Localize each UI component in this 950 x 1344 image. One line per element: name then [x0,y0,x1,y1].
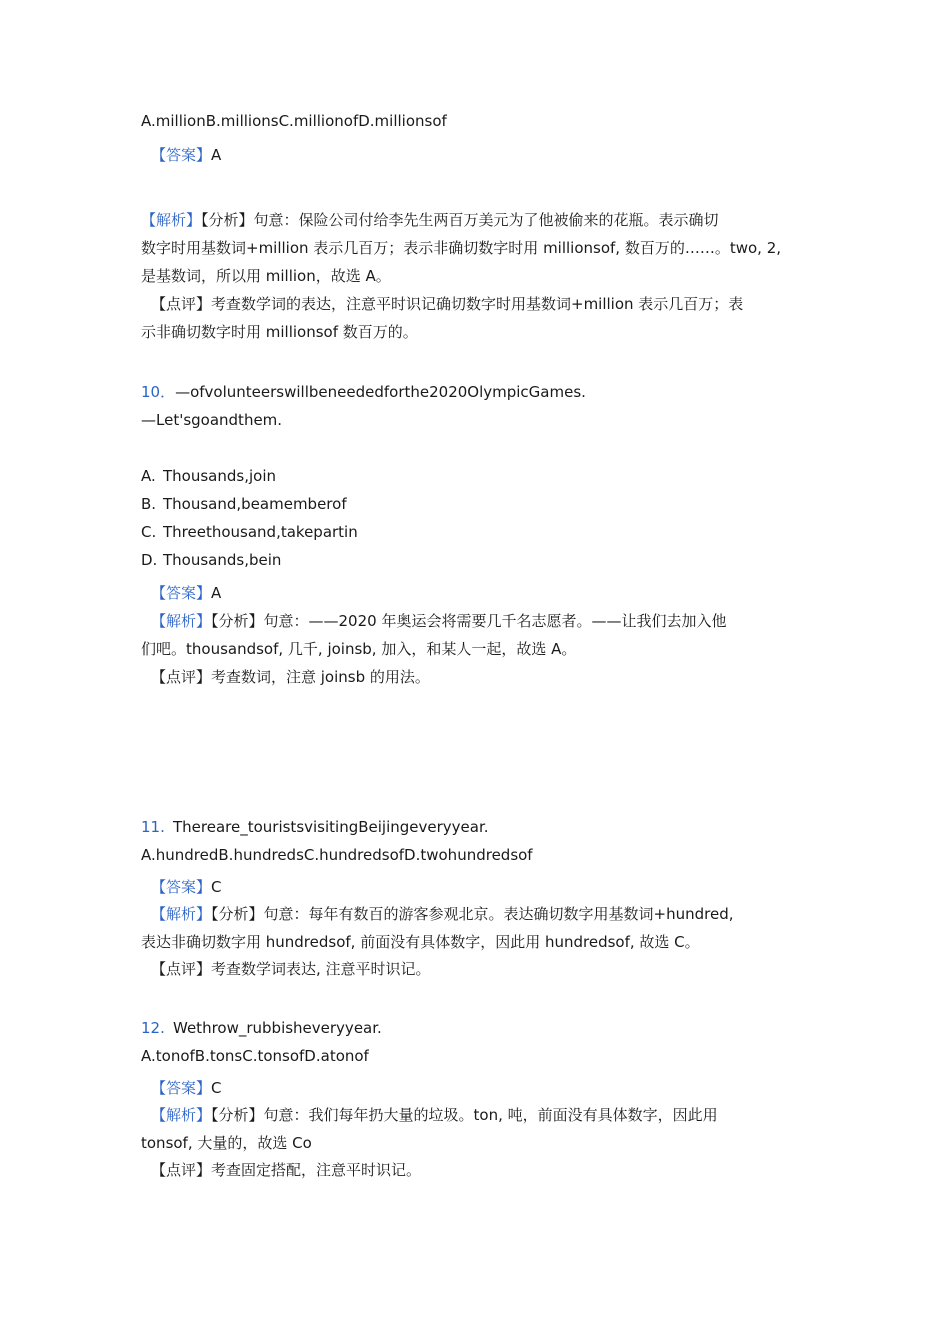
question-number: 11. [141,818,165,836]
q9-comment-line-1: 【点评】考查数学词的表达，注意平时识记确切数字时用基数词+million 表示几百万；表 [151,295,744,313]
q11-options: A.hundredB.hundredsC.hundredsofD.twohundredsof [141,846,533,864]
question-number: 12. [141,1019,165,1037]
q9-answer [151,145,221,165]
q12-analysis-line-2: tonsof, 大量的，故选 Co [141,1134,312,1152]
q10-option-b: B. Thousand,beamemberof [141,495,347,513]
question-number: 10． [141,383,176,401]
q9-analysis-line-1: 【解析】【分析】句意：保险公司付给李先生两百万美元为了他被偷来的花瓶。表示确切 [141,211,719,229]
q10-analysis-line-2: 们吧。thousandsof, 几千, joinsb, 加入，和某人一起，故选 A。 [141,640,577,658]
q11-answer [151,877,222,897]
q10-option-d: D. Thousands,bein [141,551,282,569]
q9-comment-line-2: 示非确切数字时用 millionsof 数百万的。 [141,323,418,341]
analysis-tag: 【解析】 [151,1106,212,1124]
answer-value: A [211,146,222,164]
q10-comment: 【点评】考查数词，注意 joinsb 的用法。 [151,668,430,686]
q12-analysis-line-1: 【解析】【分析】句意：我们每年扔大量的垃圾。ton, 吨，前面没有具体数字，因此用 [151,1106,718,1124]
q9-options: A.millionB.millionsC.millionofD.millionsof [141,112,447,130]
q12-stem: 12. Wethrow_rubbisheveryyear. [141,1019,382,1037]
q12-options: A.tonofB.tonsC.tonsofD.atonof [141,1047,369,1065]
q10-stem-1: 10．—ofvolunteerswillbeneededforthe2020OlympicGames. [141,383,586,401]
answer-value: C [211,1079,222,1097]
q10-option-a: A. Thousands,join [141,467,276,485]
q10-stem-2: —Let'sgoandthem. [141,411,283,429]
q9-analysis-line-2: 数字时用基数词+million 表示几百万；表示非确切数字时用 millionsof, 数百万的……。two, 2, [141,239,782,257]
q11-analysis-line-2: 表达非确切数字用 hundredsof, 前面没有具体数字，因此用 hundredsof, 故选 C。 [141,933,700,951]
q11-comment: 【点评】考查数学词表达, 注意平时识记。 [151,960,431,978]
q9-analysis-line-3: 是基数词，所以用 million，故选 A。 [141,267,391,285]
q11-stem: 11. Thereare_touristsvisitingBeijingeveryyear. [141,818,489,836]
answer-tag: 【答案】 [151,146,212,164]
answer-value: C [211,878,222,896]
answer-tag: 【答案】 [151,1079,212,1097]
analysis-tag: 【解析】 [141,211,202,229]
q11-analysis-line-1: 【解析】【分析】句意：每年有数百的游客参观北京。表达确切数字用基数词+hundred, [151,905,734,923]
q12-comment: 【点评】考查固定搭配，注意平时识记。 [151,1161,422,1179]
q10-answer [151,583,221,603]
answer-tag: 【答案】 [151,878,212,896]
answer-value: A [211,584,222,602]
analysis-tag: 【解析】 [151,905,212,923]
analysis-tag: 【解析】 [151,612,212,630]
answer-tag: 【答案】 [151,584,212,602]
q12-answer [151,1078,222,1098]
q10-option-c: C. Threethousand,takepartin [141,523,358,541]
q10-analysis-line-1: 【解析】【分析】句意：——2020 年奥运会将需要几千名志愿者。——让我们去加入他 [151,612,727,630]
